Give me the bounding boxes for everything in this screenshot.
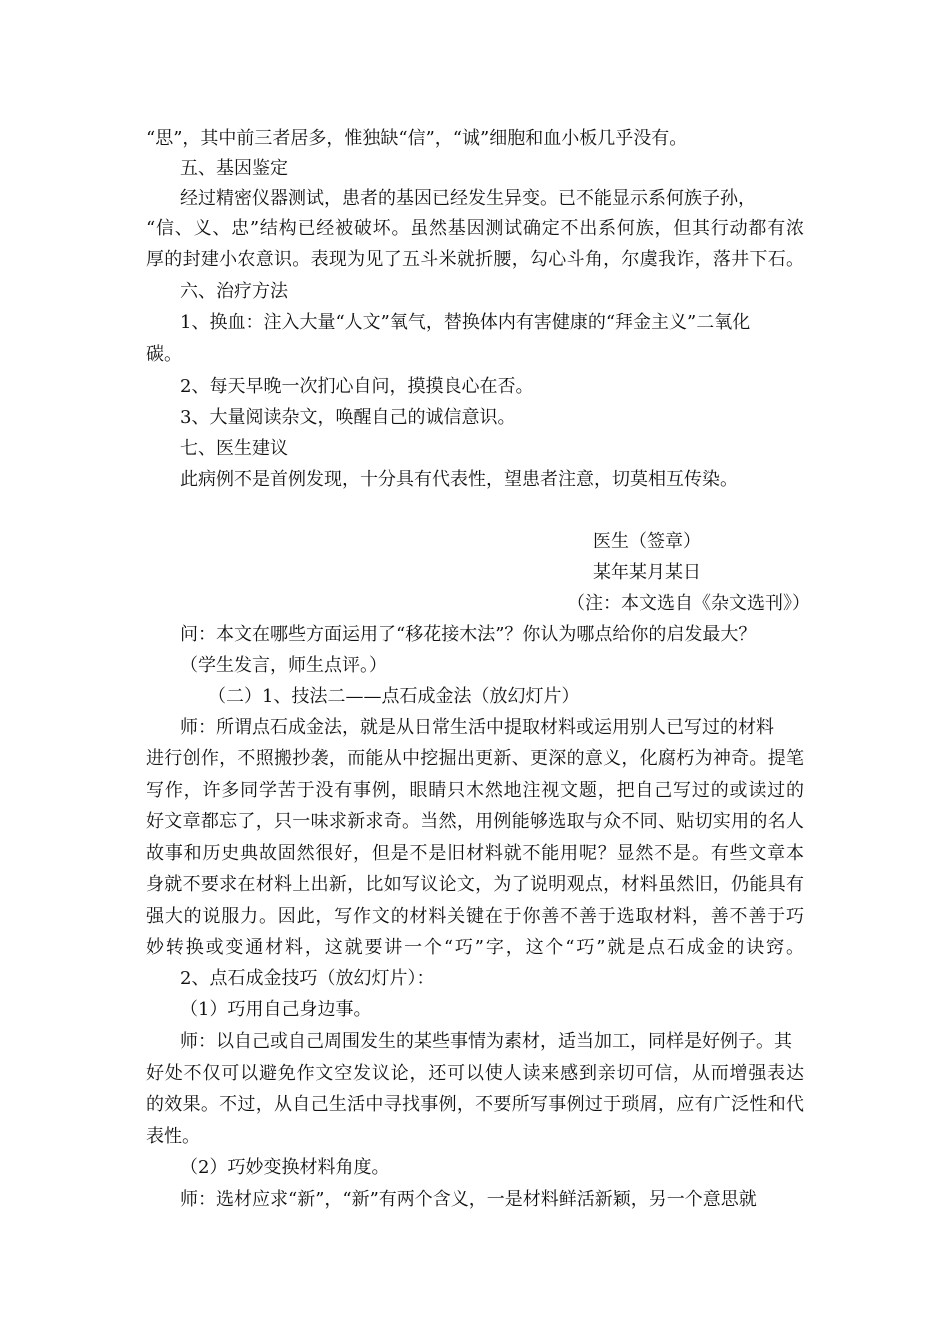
text-line: 身就不要求在材料上出新，比如写议论文，为了说明观点，材料虽然旧，仍能具有 [146,874,804,895]
text-line: 1、换血：注入大量“人文”氧气，替换体内有害健康的“拜金主义”二氧化 [180,312,751,333]
text-line: 师：选材应求“新”，“新”有两个含义，一是材料鲜活新颖，另一个意思就 [180,1189,757,1210]
text-line: 故事和历史典故固然很好，但是不是旧材料就不能用呢？显然不是。有些文章本 [146,843,804,864]
text-line: 碳。 [146,344,182,365]
section-heading: 五、基因鉴定 [180,158,288,179]
text-line: 厚的封建小农意识。表现为见了五斗米就折腰，勾心斗角，尔虞我诈，落井下石。 [146,249,804,270]
text-line: 经过精密仪器测试，患者的基因已经发生异变。已不能显示系何族子孙， [180,188,756,209]
text-line: 此病例不是首例发现，十分具有代表性，望患者注意，切莫相互传染。 [180,469,738,490]
question-line: 问：本文在哪些方面运用了“移花接木法”？你认为哪点给你的启发最大？ [180,624,757,645]
section-heading: （二）1、技法二——点石成金法（放幻灯片） [208,686,580,707]
text-line: 的效果。不过，从自己生活中寻找事例，不要所写事例过于琐屑，应有广泛性和代 [146,1094,804,1115]
text-line: 3、大量阅读杂文，唤醒自己的诚信意识。 [180,407,516,428]
text-line: “信、义、忠”结构已经被破坏。虽然基因测试确定不出系何族，但其行动都有浓 [146,218,804,239]
date-line: 某年某月某日 [593,562,701,583]
text-line: 强大的说服力。因此，写作文的材料关键在于你善不善于选取材料，善不善于巧 [146,906,804,927]
text-line: 表性。 [146,1126,200,1147]
subsection-heading: （1）巧用自己身边事。 [180,999,372,1020]
text-line: （学生发言，师生点评。） [180,655,387,676]
text-line: “思”，其中前三者居多，惟独缺“信”，“诚”细胞和血小板几乎没有。 [146,128,688,149]
section-heading: 七、医生建议 [180,438,288,459]
text-line: 师：以自己或自己周围发生的某些事情为素材，适当加工，同样是好例子。其 [180,1031,792,1052]
source-note: （注：本文选自《杂文选刊》） [567,593,810,614]
text-line: 好处不仅可以避免作文空发议论，还可以使人读来感到亲切可信，从而增强表达 [146,1063,804,1084]
text-line: 进行创作，不照搬抄袭，而能从中挖掘出更新、更深的意义，化腐朽为神奇。提笔 [146,748,804,769]
text-line: 好文章都忘了，只一味求新求奇。当然，用例能够选取与众不同、贴切实用的名人 [146,811,804,832]
subsection-heading: （2）巧妙变换材料角度。 [180,1157,390,1178]
text-line: 妙转换或变通材料，这就要讲一个“巧”字，这个“巧”就是点石成金的诀窍。 [146,937,804,958]
text-line: 2、每天早晚一次扪心自问，摸摸良心在否。 [180,376,534,397]
signature-line: 医生（签章） [593,531,701,552]
section-heading: 2、点石成金技巧（放幻灯片）： [180,968,435,989]
text-line: 师：所谓点石成金法，就是从日常生活中提取材料或运用别人已写过的材料 [180,717,774,738]
section-heading: 六、治疗方法 [180,281,288,302]
text-line: 写作，许多同学苦于没有事例，眼睛只木然地注视文题，把自己写过的或读过的 [146,780,804,801]
